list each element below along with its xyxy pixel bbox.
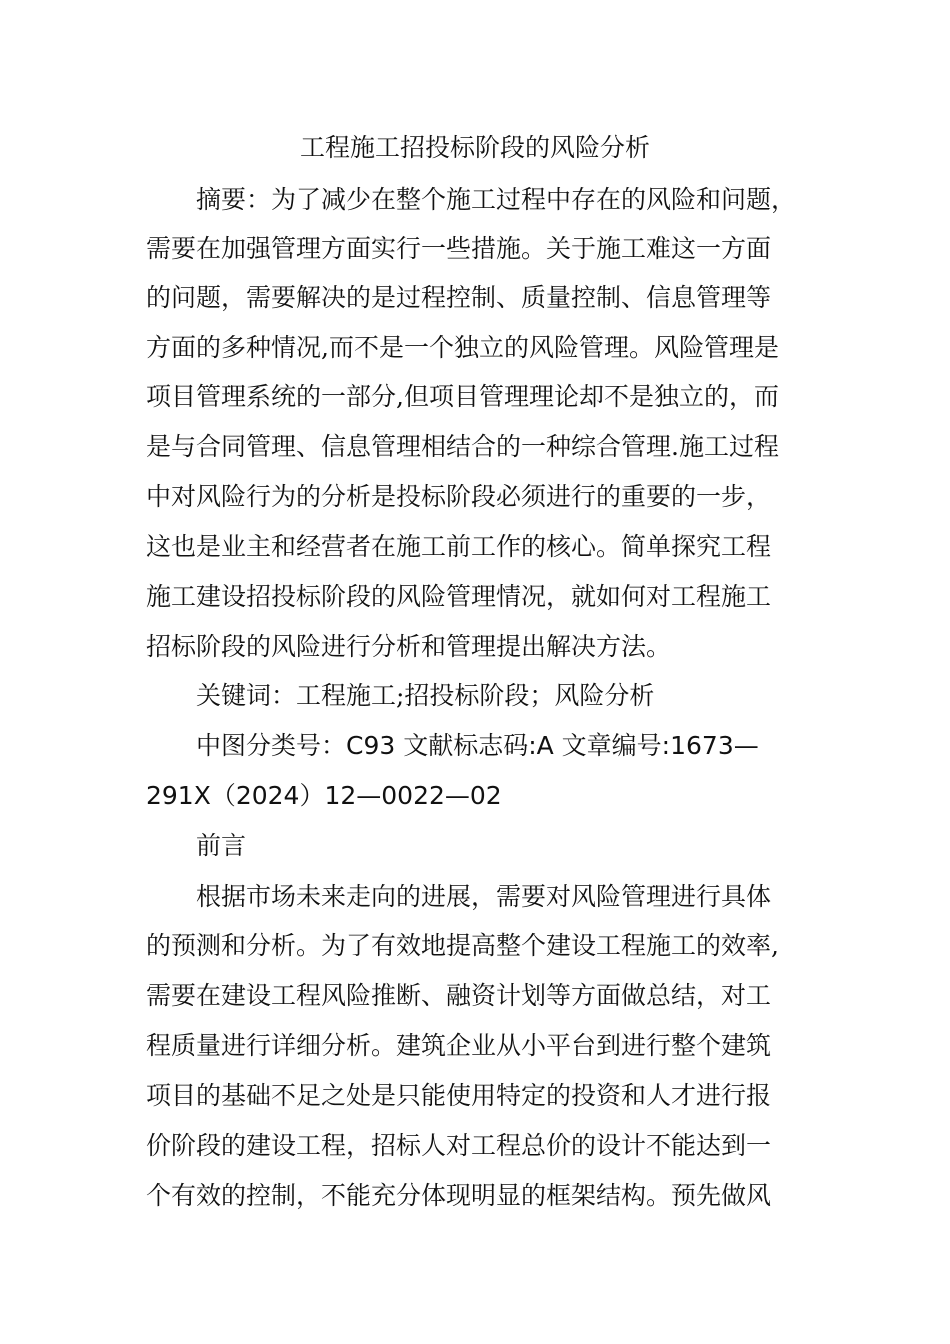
abstract-line: 需要在加强管理方面实行一些措施。关于施工难这一方面 xyxy=(146,234,772,263)
classification-line: 中图分类号：C93 文献标志码:A 文章编号:1673— xyxy=(196,731,759,760)
preface-line: 价阶段的建设工程，招标人对工程总价的设计不能达到一 xyxy=(146,1131,772,1160)
abstract-line: 方面的多种情况,而不是一个独立的风险管理。风险管理是 xyxy=(146,333,779,362)
preface-line: 个有效的控制，不能充分体现明显的框架结构。预先做风 xyxy=(146,1181,772,1210)
preface-heading: 前言 xyxy=(196,831,247,860)
abstract-line: 这也是业主和经营者在施工前工作的核心。简单探究工程 xyxy=(146,532,772,561)
preface-line: 需要在建设工程风险推断、融资计划等方面做总结，对工 xyxy=(146,981,772,1010)
preface-line: 程质量进行详细分析。建筑企业从小平台到进行整个建筑 xyxy=(146,1031,772,1060)
classification-line-continued: 291X（2024）12—0022—02 xyxy=(146,781,502,810)
abstract-line: 摘要：为了减少在整个施工过程中存在的风险和问题， xyxy=(196,185,797,214)
abstract-line: 项目管理系统的一部分,但项目管理理论却不是独立的，而 xyxy=(146,382,779,411)
document-title: 工程施工招投标阶段的风险分析 xyxy=(299,133,650,162)
abstract-line: 施工建设招投标阶段的风险管理情况，就如何对工程施工 xyxy=(146,582,772,611)
abstract-line: 的问题，需要解决的是过程控制、质量控制、信息管理等 xyxy=(146,283,772,312)
preface-line: 项目的基础不足之处是只能使用特定的投资和人才进行报 xyxy=(146,1081,772,1110)
abstract-line: 中对风险行为的分析是投标阶段必须进行的重要的一步， xyxy=(146,482,772,511)
abstract-line: 招标阶段的风险进行分析和管理提出解决方法。 xyxy=(146,632,672,661)
preface-line: 根据市场未来走向的进展，需要对风险管理进行具体 xyxy=(196,882,772,911)
keywords-line: 关键词：工程施工;招投标阶段；风险分析 xyxy=(196,681,655,710)
preface-line: 的预测和分析。为了有效地提高整个建设工程施工的效率, xyxy=(146,931,779,960)
abstract-line: 是与合同管理、信息管理相结合的一种综合管理.施工过程 xyxy=(146,432,779,461)
